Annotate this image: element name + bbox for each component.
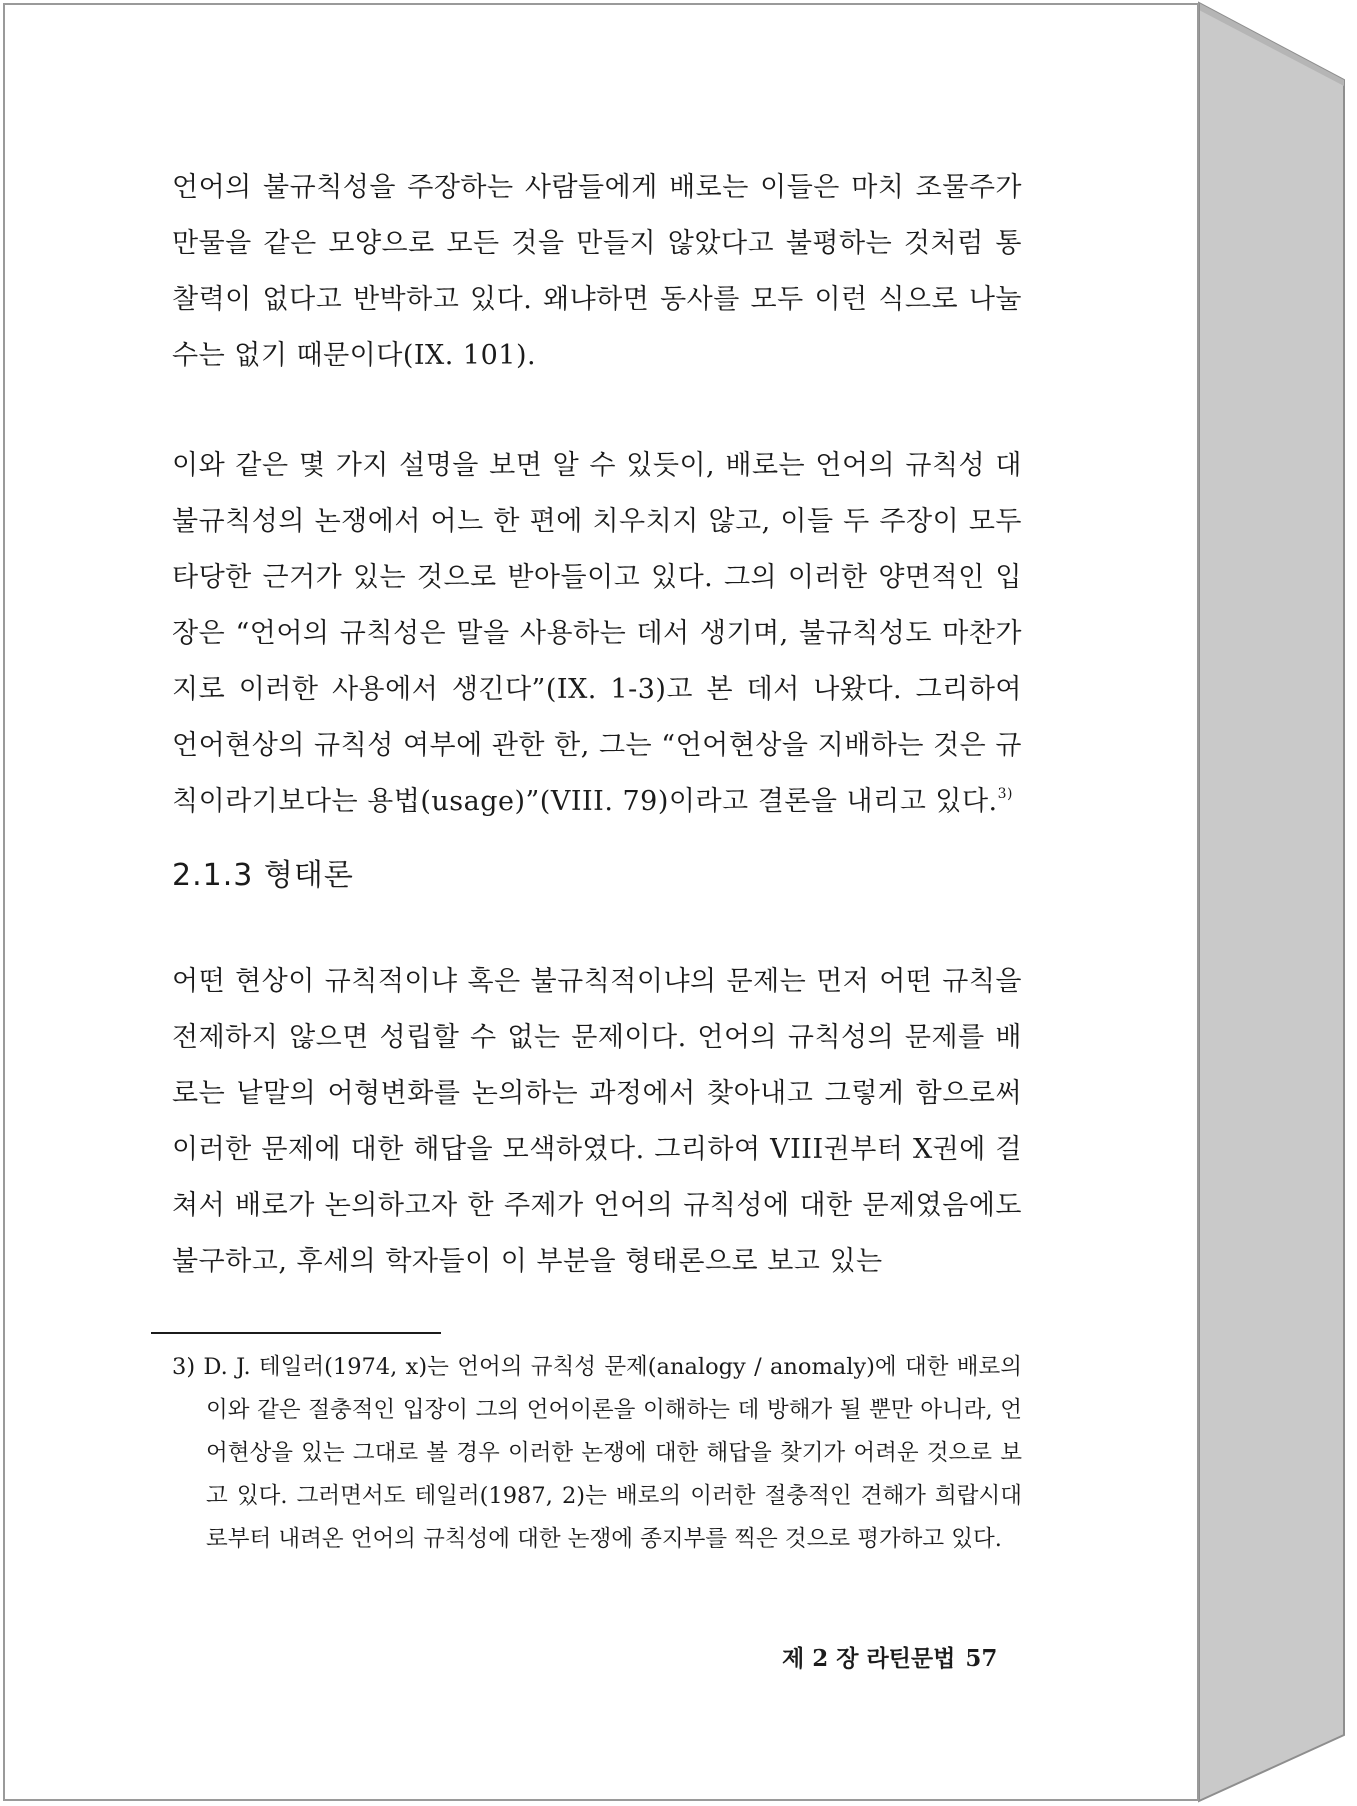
paragraph-1: 언어의 불규칙성을 주장하는 사람들에게 배로는 이들은 마치 조물주가 만물을 같은 모양으로 모든 것을 만들지 않았다고 불평하는 것처럼 통찰력이 없다고 반박하고 있다. 왜냐하면 동사를 모두 이런 식으로 나눌 수는 없기 때문이다(IX. 101).: [172, 172, 1022, 371]
page-number: 57: [965, 1645, 998, 1672]
footnote-divider: [151, 1332, 441, 1334]
footnote-reference[interactable]: 3): [997, 786, 1013, 802]
paragraph-2: [172, 438, 1022, 830]
paragraph-3: 어떤 현상이 규칙적이냐 혹은 불규칙적이냐의 문제는 먼저 어떤 규칙을 전제하지 않으면 성립할 수 없는 문제이다. 언어의 규칙성의 문제를 배로는 낱말의 어형변화를 논의하는 과정에서 찾아내고 그렇게 함으로써 이러한 문제에 대한 해답을 모색하였다. 그리하여 VIII권부터 X권에 걸쳐서 배로가 논의하고자 한 주제가 언어의 규칙성에 대한 문제였음에도 불구하고, 후세의 학자들이 이 부분을 형태론으로 보고 있는: [172, 966, 1022, 1277]
page-footer: [772, 1640, 997, 1673]
section-heading: 2.1.3 형태론: [172, 858, 354, 893]
footnote: 3) D. J. 테일러(1974, x)는 언어의 규칙성 문제(analogy / anomaly)에 대한 배로의 이와 같은 절충적인 입장이 그의 언어이론을 이해하는 데 방해가 될 뿐만 아니라, 언어현상을 있는 그대로 볼 경우 이러한 논쟁에 대한 해답을 찾기가 어려운 것으로 보고 있다. 그러면서도 테일러(1987, 2)는 배로의 이러한 절충적인 견해가 희랍시대로부터 내려온 언어의 규칙성에 대한 논쟁에 종지부를 찍은 것으로 평가하고 있다.: [172, 1354, 1022, 1552]
footer-chapter: 제 2 장 라틴문법: [782, 1645, 956, 1672]
paragraph-2-text: 이와 같은 몇 가지 설명을 보면 알 수 있듯이, 배로는 언어의 규칙성 대 불규칙성의 논쟁에서 어느 한 편에 치우치지 않고, 이들 두 주장이 모두 타당한 근거가 있는 것으로 받아들이고 있다. 그의 이러한 양면적인 입장은 “언어의 규칙성은 말을 사용하는 데서 생기며, 불규칙성도 마찬가지로 이러한 사용에서 생긴다”(IX. 1-3)고 본 데서 나왔다. 그리하여 언어현상의 규칙성 여부에 관한 한, 그는 “언어현상을 지배하는 것은 규칙이라기보다는 용법(usage)”(VIII. 79)이라고 결론을 내리고 있다.: [172, 450, 1022, 817]
